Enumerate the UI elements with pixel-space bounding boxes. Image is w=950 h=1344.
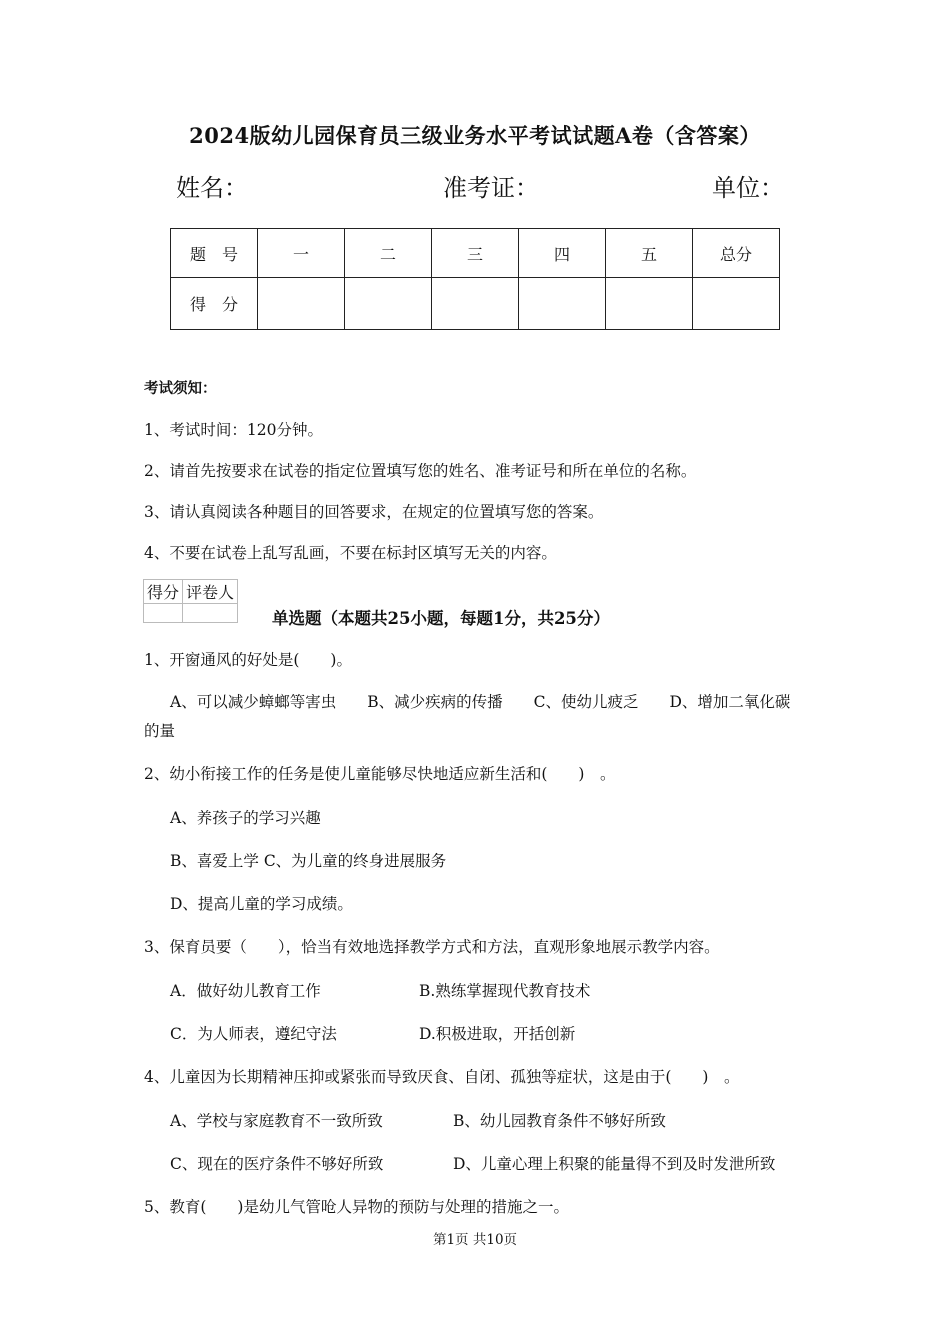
score-header-label: 题 号 <box>171 229 258 278</box>
score-header-cell: 三 <box>432 229 519 278</box>
notice-item: 4、不要在试卷上乱写乱画，不要在标封区填写无关的内容。 <box>144 544 557 562</box>
option-a: A、学校与家庭教育不一致所致 <box>170 1112 383 1130</box>
score-cell-empty <box>693 278 780 330</box>
grader-score-cell <box>144 604 183 623</box>
exam-id-field-label: 准考证： <box>443 174 539 202</box>
score-row-label: 得 分 <box>171 278 258 330</box>
unit-field-label: 单位： <box>712 174 784 202</box>
score-cell-empty <box>606 278 693 330</box>
score-table-header-row <box>171 229 780 278</box>
question-options-continued: 的量 <box>144 722 176 740</box>
question-options: A、可以减少蟑螂等害虫 B、减少疾病的传播 C、使幼儿疲乏 D、增加二氧化碳 <box>170 693 791 711</box>
grader-box <box>143 579 238 623</box>
section-title: 单选题（本题共25小题，每题1分，共25分） <box>272 609 610 628</box>
score-header-total: 总分 <box>693 229 780 278</box>
score-header-cell: 四 <box>519 229 606 278</box>
question-stem: 3、保育员要（ ），恰当有效地选择教学方式和方法，直观形象地展示教学内容。 <box>144 938 720 956</box>
score-header-cell: 五 <box>606 229 693 278</box>
page-footer: 第1页 共10页 <box>432 1232 518 1248</box>
score-cell-empty <box>519 278 606 330</box>
option-b-c: B、喜爱上学 C、为儿童的终身进展服务 <box>170 852 447 870</box>
option-d: D.积极进取，开括创新 <box>419 1025 576 1043</box>
option-b: B.熟练掌握现代教育技术 <box>419 982 591 1000</box>
option-d: D、提高儿童的学习成绩。 <box>170 895 353 913</box>
notice-item: 1、考试时间：120分钟。 <box>144 421 323 439</box>
score-cell-empty <box>258 278 345 330</box>
option-c: C、现在的医疗条件不够好所致 <box>170 1155 384 1173</box>
notice-heading: 考试须知： <box>144 380 217 397</box>
grader-score-label: 得分 <box>144 580 183 604</box>
option-d: D、儿童心理上积聚的能量得不到及时发泄所致 <box>453 1155 776 1173</box>
question-stem: 1、开窗通风的好处是( )。 <box>144 651 352 669</box>
notice-item: 3、请认真阅读各种题目的回答要求，在规定的位置填写您的答案。 <box>144 503 604 521</box>
question-stem: 2、幼小衔接工作的任务是使儿童能够尽快地适应新生活和( ) 。 <box>144 765 616 783</box>
option-c: C．为人师表，遵纪守法 <box>170 1025 337 1043</box>
score-cell-empty <box>345 278 432 330</box>
question-stem: 4、儿童因为长期精神压抑或紧张而导致厌食、自闭、孤独等症状，这是由于( ) 。 <box>144 1068 740 1086</box>
score-header-cell: 二 <box>345 229 432 278</box>
score-cell-empty <box>432 278 519 330</box>
document-title: 2024版幼儿园保育员三级业务水平考试试题A卷（含答案） <box>189 123 761 148</box>
name-field-label: 姓名： <box>176 174 248 202</box>
notice-item: 2、请首先按要求在试卷的指定位置填写您的姓名、准考证号和所在单位的名称。 <box>144 462 697 480</box>
option-b: B、幼儿园教育条件不够好所致 <box>453 1112 666 1130</box>
question-stem: 5、教育( )是幼儿气管呛人异物的预防与处理的措施之一。 <box>144 1198 569 1216</box>
grader-name-cell <box>183 604 238 623</box>
grader-name-label: 评卷人 <box>183 580 238 604</box>
score-header-cell: 一 <box>258 229 345 278</box>
score-table <box>170 228 780 330</box>
option-a: A、养孩子的学习兴趣 <box>170 809 321 827</box>
score-table-score-row <box>171 278 780 330</box>
option-a: A．做好幼儿教育工作 <box>170 982 321 1000</box>
